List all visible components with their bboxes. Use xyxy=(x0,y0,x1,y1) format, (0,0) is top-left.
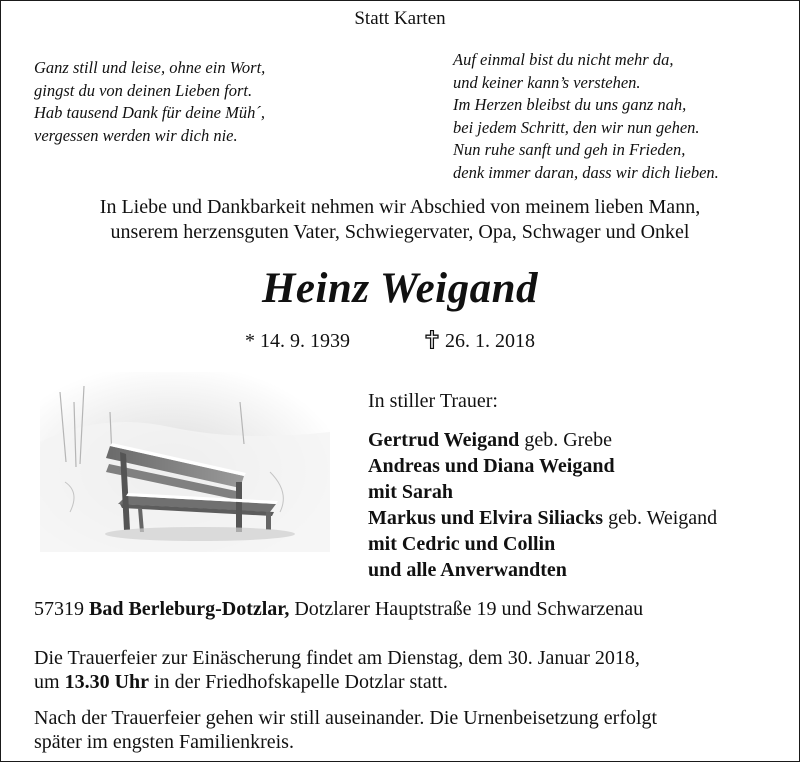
poem-line: und keiner kann’s verstehen. xyxy=(453,72,641,92)
poem-line: bei jedem Schritt, den wir nun gehen. xyxy=(453,117,700,137)
poem-line: denk immer daran, dass wir dich lieben. xyxy=(453,162,719,182)
mourner-line xyxy=(368,531,717,557)
closing-line: später im engsten Familienkreis. xyxy=(34,731,294,753)
poem-line: vergessen werden wir dich nie. xyxy=(34,125,238,145)
death-date-group xyxy=(425,330,535,353)
deceased-name: Heinz Weigand xyxy=(261,265,539,312)
ceremony-text: in der Friedhofskapelle Dotzlar statt. xyxy=(149,671,448,693)
mourner-name: mit Sarah xyxy=(368,481,453,503)
intro-text xyxy=(0,195,800,245)
intro-line: unserem herzensguten Vater, Schwiegervater, Opa, Schwager und Onkel xyxy=(110,221,690,243)
poem-line: Hab tausend Dank für deine Müh´, xyxy=(34,103,265,122)
poem-line: Nun ruhe sanft und geh in Frieden, xyxy=(453,140,686,159)
notice-header: Statt Karten xyxy=(354,8,446,29)
closing-text xyxy=(34,706,657,754)
mourner-note: geb. Weigand xyxy=(603,507,718,529)
ceremony-info xyxy=(34,646,640,694)
mourners-list xyxy=(368,427,717,583)
mourner-name: mit Cedric und Collin xyxy=(368,533,556,555)
address-place: Bad Berleburg-Dotzlar, xyxy=(89,598,290,620)
mourner-line xyxy=(368,453,717,479)
mourner-line xyxy=(368,479,717,505)
poem-right xyxy=(453,49,719,184)
mourner-name: und alle Anverwandten xyxy=(368,559,567,581)
address-zip: 57319 xyxy=(34,598,89,620)
mourner-line xyxy=(368,505,717,531)
ceremony-text: um xyxy=(34,671,65,693)
poem-line: gingst du von deinen Lieben fort. xyxy=(34,80,253,100)
bench-image xyxy=(40,372,330,552)
ceremony-line: Die Trauerfeier zur Einäscherung findet am Dienstag, dem 30. Januar 2018, xyxy=(34,647,640,669)
poem-line: Auf einmal bist du nicht mehr da, xyxy=(453,50,674,69)
birth-date: * 14. 9. 1939 xyxy=(245,330,350,352)
mourning-label: In stiller Trauer: xyxy=(368,390,498,412)
poem-line: Im Herzen bleibst du uns ganz nah, xyxy=(453,95,687,114)
address-line xyxy=(34,598,643,621)
closing-line: Nach der Trauerfeier gehen wir still auseinander. Die Urnenbeisetzung erfolgt xyxy=(34,707,658,729)
intro-line: In Liebe und Dankbarkeit nehmen wir Abschied von meinem lieben Mann, xyxy=(99,196,701,218)
mourner-name: Andreas und Diana Weigand xyxy=(368,455,615,477)
mourner-line xyxy=(368,427,717,453)
ceremony-time: 13.30 Uhr xyxy=(64,671,150,693)
mourner-name: Gertrud Weigand xyxy=(368,429,520,451)
death-date: 26. 1. 2018 xyxy=(445,330,535,352)
mourner-note: geb. Grebe xyxy=(519,429,613,451)
mourner-name: Markus und Elvira Siliacks xyxy=(368,507,604,529)
mourner-line xyxy=(368,557,717,583)
poem-line: Ganz still und leise, ohne ein Wort, xyxy=(34,58,266,77)
cross-icon xyxy=(425,330,439,349)
address-street: Dotzlarer Hauptstraße 19 und Schwarzenau xyxy=(289,598,644,620)
poem-left xyxy=(34,57,265,147)
ceremony-line xyxy=(34,670,640,694)
